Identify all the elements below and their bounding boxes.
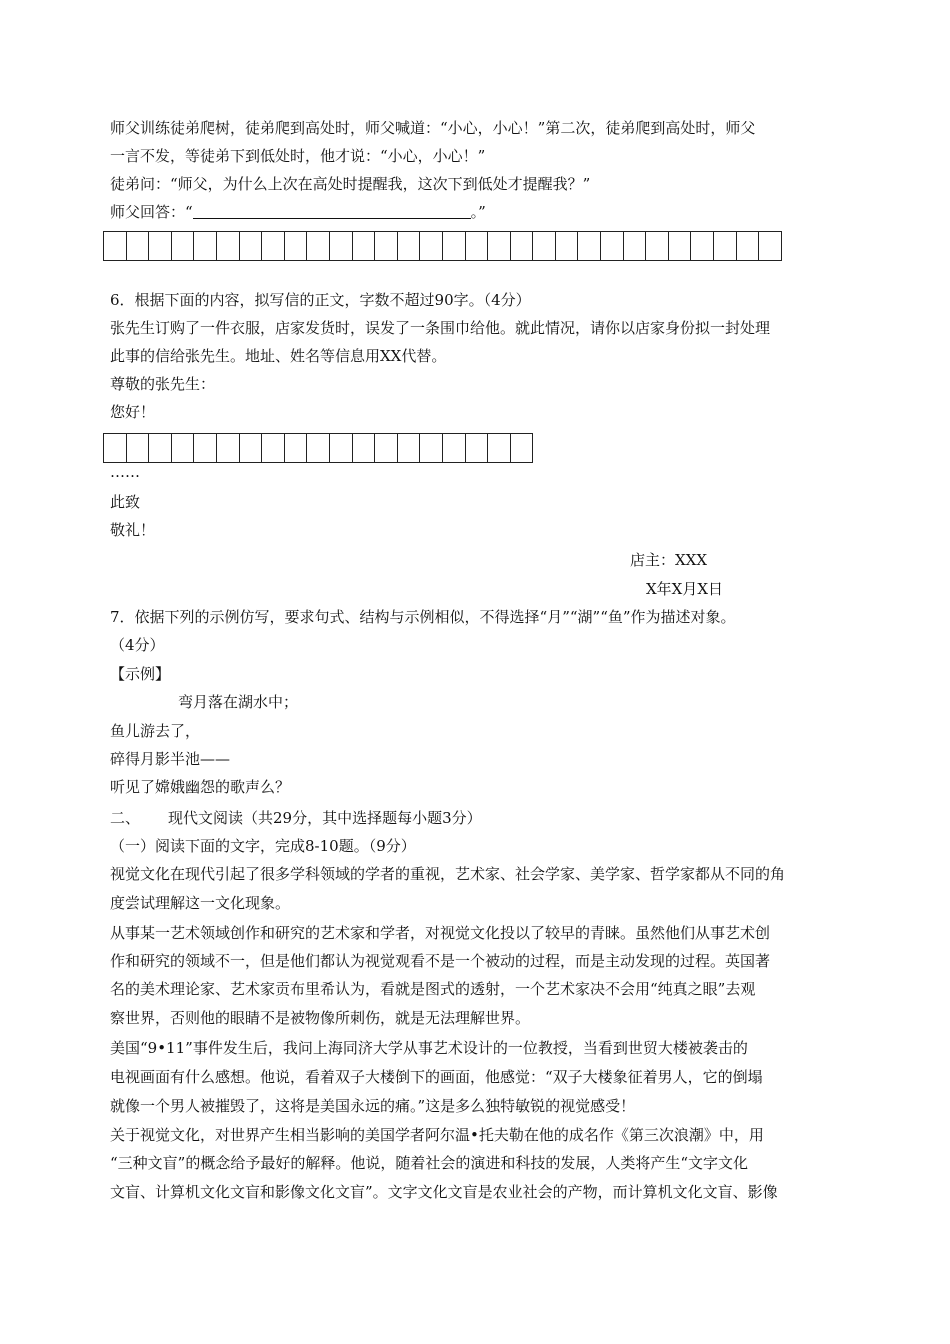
grid-cell[interactable] bbox=[578, 232, 601, 260]
section-2-sub: （一）阅读下面的文字，完成8-10题。（9分） bbox=[110, 837, 416, 855]
grid-cell[interactable] bbox=[104, 232, 127, 260]
grid-cell[interactable] bbox=[262, 232, 285, 260]
letter-date: X年X月X日 bbox=[646, 580, 724, 598]
grid-cell[interactable] bbox=[488, 434, 511, 462]
section-2-number: 二、 bbox=[110, 809, 141, 827]
grid-cell[interactable] bbox=[149, 434, 172, 462]
poem-line-1: 弯月落在湖水中； bbox=[178, 693, 299, 711]
passage-line: 察世界，否则他的眼睛不是被物像所刺伤，就是无法理解世界。 bbox=[110, 1009, 531, 1027]
grid-cell[interactable] bbox=[149, 232, 172, 260]
grid-cell[interactable] bbox=[330, 434, 353, 462]
grid-cell[interactable] bbox=[646, 232, 669, 260]
grid-cell[interactable] bbox=[217, 434, 240, 462]
poem-line-3: 碎得月影半池—— bbox=[110, 750, 231, 768]
letter-greeting: 您好！ bbox=[110, 403, 156, 421]
passage-line: 从事某一艺术领域创作和研究的艺术家和学者，对视觉文化投以了较早的青睐。虽然他们从事艺术创 bbox=[110, 924, 771, 942]
grid-cell[interactable] bbox=[691, 232, 714, 260]
letter-salutation: 尊敬的张先生： bbox=[110, 375, 216, 393]
q6-para-1: 张先生订购了一件衣服，店家发货时，误发了一条围巾给他。就此情况，请你以店家身份拟一封处理 bbox=[110, 319, 771, 337]
grid-cell[interactable] bbox=[307, 232, 330, 260]
grid-cell[interactable] bbox=[307, 434, 330, 462]
grid-cell[interactable] bbox=[330, 232, 353, 260]
grid-cell[interactable] bbox=[194, 232, 217, 260]
letter-closing-1: 此致 bbox=[110, 493, 141, 511]
grid-cell[interactable] bbox=[669, 232, 692, 260]
letter-ellipsis: …… bbox=[110, 463, 140, 481]
grid-cell[interactable] bbox=[285, 434, 308, 462]
passage-line: 度尝试理解这一文化现象。 bbox=[110, 894, 291, 912]
grid-cell[interactable] bbox=[466, 232, 489, 260]
story-line-4 bbox=[110, 202, 486, 222]
passage-line: 就像一个男人被摧毁了，这将是美国永远的痛。”这是多么独特敏锐的视觉感受！ bbox=[110, 1097, 636, 1115]
grid-cell[interactable] bbox=[262, 434, 285, 462]
passage-line: “三种文盲”的概念给予最好的解释。他说，随着社会的演进和科技的发展，人类将产生“文字文化 bbox=[110, 1154, 749, 1172]
section-2-title: 现代文阅读（共29分，其中选择题每小题3分） bbox=[168, 809, 482, 827]
passage-line: 作和研究的领域不一，但是他们都认为视觉观看不是一个被动的过程，而是主动发现的过程。英国著 bbox=[110, 952, 771, 970]
letter-closing-2: 敬礼！ bbox=[110, 521, 156, 539]
grid-cell[interactable] bbox=[759, 232, 782, 260]
answer-suffix: 。” bbox=[470, 203, 486, 221]
grid-cell[interactable] bbox=[217, 232, 240, 260]
grid-cell[interactable] bbox=[624, 232, 647, 260]
poem-line-4: 听见了嫦娥幽怨的歌声么？ bbox=[110, 778, 291, 796]
story-line-3: 徒弟问：“师父，为什么上次在高处时提醒我，这次下到低处才提醒我？” bbox=[110, 175, 591, 193]
grid-cell[interactable] bbox=[511, 434, 534, 462]
grid-cell[interactable] bbox=[511, 232, 534, 260]
passage-line: 视觉文化在现代引起了很多学科领域的学者的重视，艺术家、社会学家、美学家、哲学家都从不同的角 bbox=[110, 865, 786, 883]
grid-cell[interactable] bbox=[194, 434, 217, 462]
poem-line-2: 鱼儿游去了， bbox=[110, 722, 201, 740]
story-line-1: 师父训练徒弟爬树，徒弟爬到高处时，师父喊道：“小心，小心！”第二次，徒弟爬到高处时，师父 bbox=[110, 119, 756, 137]
grid-cell[interactable] bbox=[533, 232, 556, 260]
grid-cell[interactable] bbox=[375, 232, 398, 260]
passage-line: 文盲、计算机文化文盲和影像文化文盲”。文字文化文盲是农业社会的产物，而计算机文化文盲、影像 bbox=[110, 1183, 778, 1201]
grid-cell[interactable] bbox=[420, 232, 443, 260]
grid-cell[interactable] bbox=[172, 232, 195, 260]
answer-blank[interactable] bbox=[193, 204, 471, 219]
answer-grid-1[interactable] bbox=[103, 231, 782, 261]
grid-cell[interactable] bbox=[127, 232, 150, 260]
grid-cell[interactable] bbox=[353, 232, 376, 260]
grid-cell[interactable] bbox=[737, 232, 760, 260]
q6-title: 6．根据下面的内容，拟写信的正文，字数不超过90字。（4分） bbox=[110, 291, 531, 309]
grid-cell[interactable] bbox=[443, 232, 466, 260]
grid-cell[interactable] bbox=[466, 434, 489, 462]
grid-cell[interactable] bbox=[240, 232, 263, 260]
passage-line: 美国“9•11”事件发生后，我问上海同济大学从事艺术设计的一位教授，当看到世贸大楼被袭击的 bbox=[110, 1039, 748, 1057]
answer-prefix: 师父回答：“ bbox=[110, 203, 193, 221]
story-line-2: 一言不发，等徒弟下到低处时，他才说：“小心，小心！” bbox=[110, 147, 486, 165]
q7-title: 7．依据下列的示例仿写，要求句式、结构与示例相似，不得选择“月”“湖”“鱼”作为描述对象。 bbox=[110, 608, 736, 626]
section-2-heading bbox=[110, 808, 482, 828]
grid-cell[interactable] bbox=[601, 232, 624, 260]
passage-line: 关于视觉文化，对世界产生相当影响的美国学者阿尔温•托夫勒在他的成名作《第三次浪潮》中，用 bbox=[110, 1126, 764, 1144]
grid-cell[interactable] bbox=[240, 434, 263, 462]
letter-signer: 店主：XXX bbox=[630, 551, 708, 569]
grid-cell[interactable] bbox=[375, 434, 398, 462]
grid-cell[interactable] bbox=[488, 232, 511, 260]
grid-cell[interactable] bbox=[398, 434, 421, 462]
q7-score: （4分） bbox=[110, 636, 165, 654]
grid-cell[interactable] bbox=[443, 434, 466, 462]
passage-line: 名的美术理论家、艺术家贡布里希认为，看就是图式的透射，一个艺术家决不会用“纯真之眼”去观 bbox=[110, 980, 756, 998]
passage-line: 电视画面有什么感想。他说，看着双子大楼倒下的画面，他感觉：“双子大楼象征着男人，它的倒塌 bbox=[110, 1068, 763, 1086]
grid-cell[interactable] bbox=[398, 232, 421, 260]
example-label: 【示例】 bbox=[110, 665, 171, 683]
grid-cell[interactable] bbox=[104, 434, 127, 462]
grid-cell[interactable] bbox=[353, 434, 376, 462]
grid-cell[interactable] bbox=[127, 434, 150, 462]
grid-cell[interactable] bbox=[556, 232, 579, 260]
grid-cell[interactable] bbox=[420, 434, 443, 462]
grid-cell[interactable] bbox=[172, 434, 195, 462]
grid-cell[interactable] bbox=[714, 232, 737, 260]
grid-cell[interactable] bbox=[285, 232, 308, 260]
answer-grid-2[interactable] bbox=[103, 433, 533, 463]
q6-para-2: 此事的信给张先生。地址、姓名等信息用XX代替。 bbox=[110, 347, 447, 365]
